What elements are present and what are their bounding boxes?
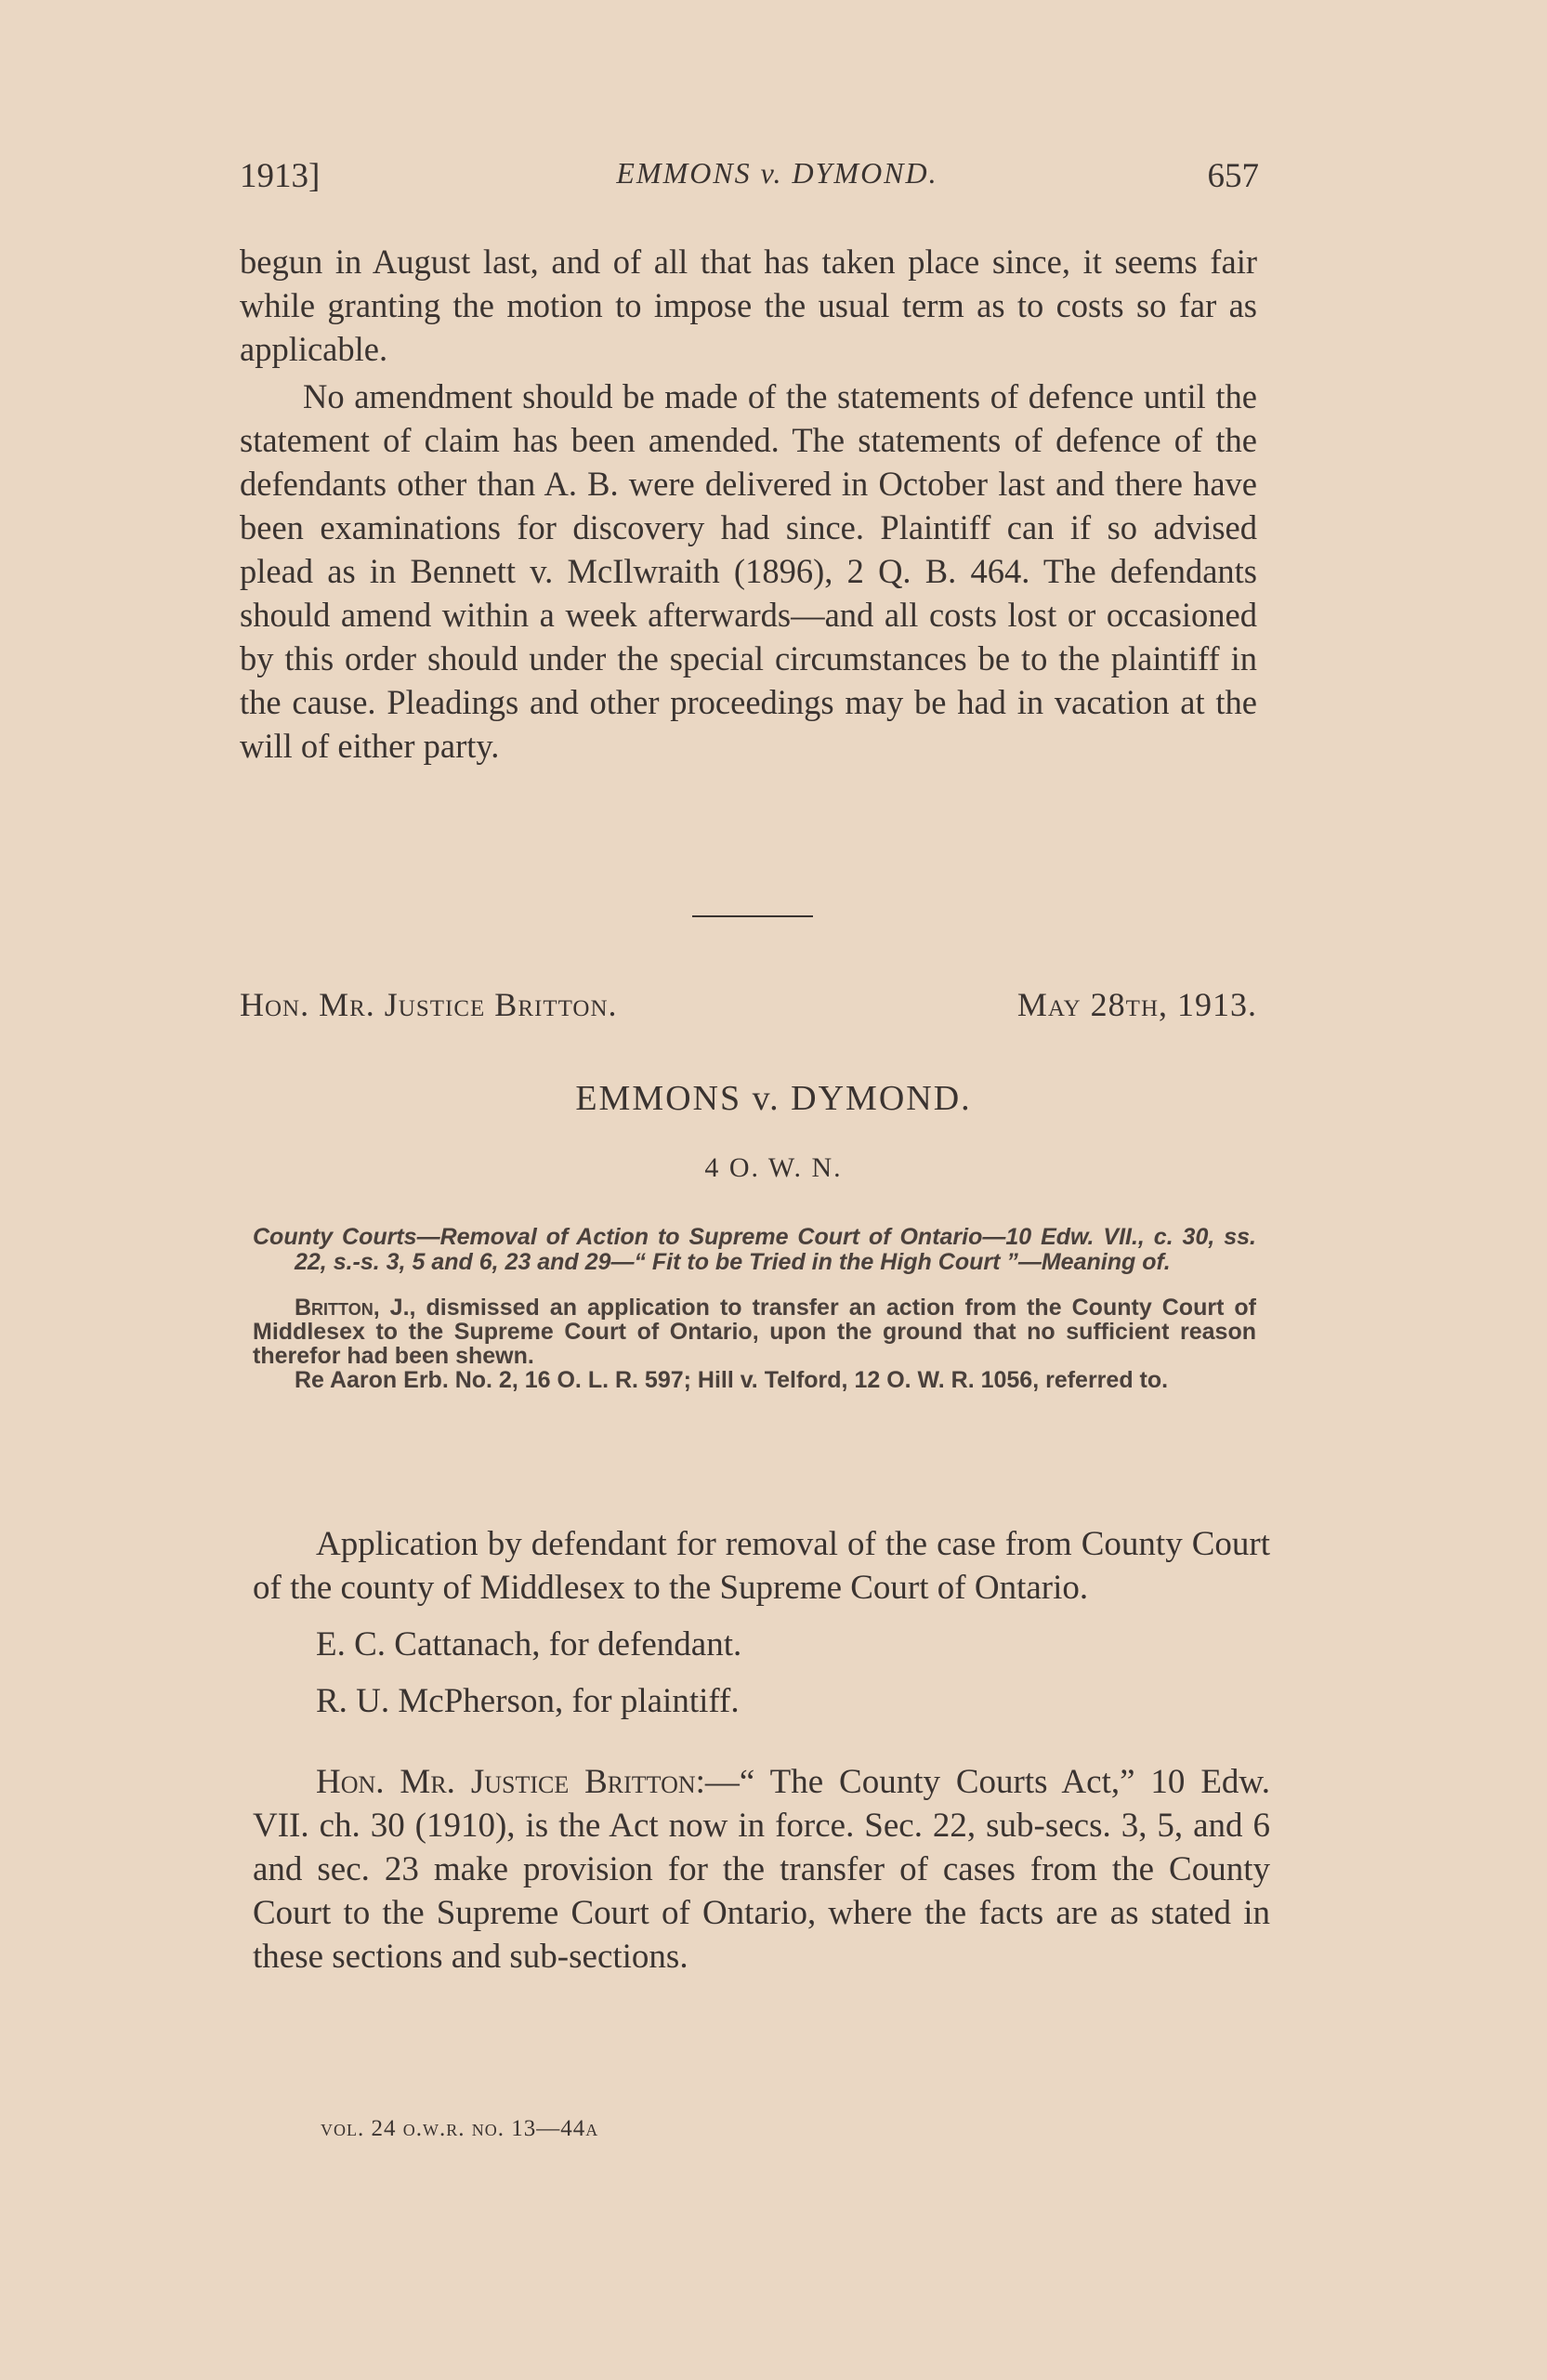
headnote-holding: dismissed an application to transfer an action from the County Court of Middlesex to the Supreme Court of Ontario, upon the ground that no sufficient reason therefor had been shewn. [253, 1295, 1257, 1369]
opinion-paragraph [253, 1760, 1270, 1979]
section-divider [692, 915, 813, 917]
headnote-judge: Britton, J., [295, 1295, 416, 1321]
continuation-text [240, 240, 1257, 768]
case-title: EMMONS v. DYMOND. [575, 1079, 972, 1118]
page-number: 657 [1207, 157, 1259, 195]
running-head-year: 1913] [240, 157, 321, 195]
decision-date: May 28th, 1913. [1016, 986, 1257, 1023]
running-head [240, 156, 1259, 203]
headnote-topic: County Courts—Removal of Action to Supreme Court of Ontario—10 Edw. VII., c. 30, ss. 22, s.-s. 3, 5 and 6, 23 and 29—“ Fit to be Tried in the High Court ”—Meaning of. [253, 1224, 1256, 1275]
case-citation: 4 O. W. N. [704, 1152, 843, 1183]
opinion-judge: Hon. Mr. Justice Britton [316, 1763, 696, 1801]
court-line [240, 985, 1257, 1032]
volume-footer: vol. 24 o.w.r. no. 13—44a [321, 2116, 599, 2141]
running-head-title: EMMONS v. DYMOND. [616, 156, 938, 190]
counsel-defendant: E. C. Cattanach, for defendant. [316, 1625, 742, 1663]
headnote-authorities: Re Aaron Erb. No. 2, 16 O. L. R. 597; Hill v. Telford, 12 O. W. R. 1056, referred to. [295, 1367, 1169, 1393]
judgment-body [253, 1522, 1270, 1979]
opinion-text: :—“ The County Courts Act,” 10 Edw. VII. ch. 30 (1910), is the Act now in force. Sec. 22, sub-secs. 3, 5, and 6 and sec. 23 make provision for the transfer of cases from the County Court to the Supreme Court of Ontario, where the facts are as stated in these sections and sub-sections. [253, 1763, 1270, 1976]
headnote-summary [253, 1295, 1256, 1392]
headnote [253, 1225, 1256, 1392]
judge-name: Hon. Mr. Justice Britton. [240, 986, 618, 1023]
continuation-paragraph-2: No amendment should be made of the statements of defence until the statement of claim has been amended. The statements of defence of the defendants other than A. B. were delivered in October last and there have been examinations for discovery had since. Plaintiff can if so advised plead as in Bennett v. McIlwraith (1896), 2 Q. B. 464. The defendants should amend within a week afterwards—and all costs lost or occasioned by this order should under the special circumstances be to the plaintiff in the cause. Pleadings and other proceedings may be had in vacation at the will of either party. [240, 377, 1257, 765]
application-paragraph: Application by defendant for removal of the case from County Court of the county of Middlesex to the Supreme Court of Ontario. [253, 1525, 1270, 1607]
continuation-paragraph-1: begun in August last, and of all that has taken place since, it seems fair while granting the motion to impose the usual term as to costs so far as applicable. [240, 243, 1257, 368]
counsel-plaintiff: R. U. McPherson, for plaintiff. [316, 1682, 740, 1720]
